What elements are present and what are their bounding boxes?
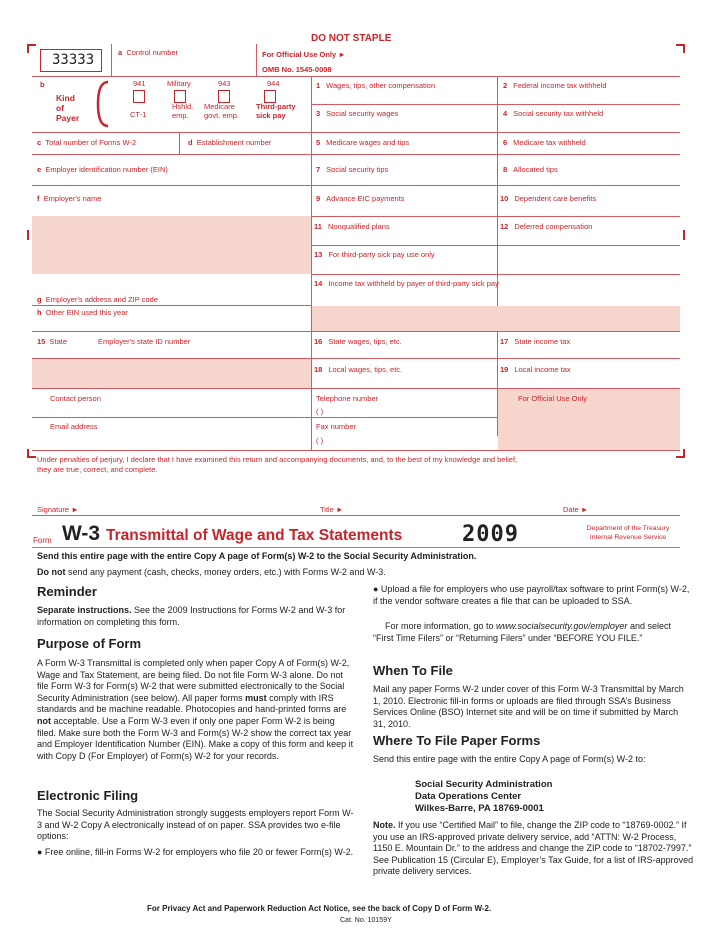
kind-label-military: Military: [167, 79, 191, 88]
corner-mark: [676, 230, 685, 240]
send-line: Send this entire page with the entire Copy A page of Form(s) W-2 to the Social Security Administration.: [37, 551, 477, 561]
box-c-label: c Total number of Forms W-2: [37, 138, 137, 147]
control-number-label: a Control number: [118, 48, 179, 57]
kind-label-943: 943: [218, 79, 231, 88]
shaded-area: [32, 216, 311, 274]
fax-paren: ( ): [316, 436, 324, 445]
dept-line-2: Internal Revenue Service: [589, 534, 667, 541]
email-label: Email address: [50, 422, 98, 431]
efile-text: [37, 808, 355, 862]
mailing-address: Social Security Administration Data Operations Center Wilkes-Barre, PA 18769-0001: [415, 779, 553, 814]
box-d-label: d Establishment number: [188, 138, 272, 147]
kind-of-payer-label: Kind of Payer: [56, 93, 80, 123]
box-13-label: 13 For third-party sick pay use only: [314, 250, 435, 259]
box-b-letter: b: [40, 80, 45, 89]
form-title: Transmittal of Wage and Tax Statements: [106, 527, 403, 544]
where-heading: Where To File Paper Forms: [373, 733, 541, 748]
reminder-heading: Reminder: [37, 584, 97, 599]
kind-label-medicare: Medicare govt. emp.: [204, 102, 240, 120]
box-1-label: 1 Wages, tips, other compensation: [316, 81, 436, 90]
box-12-label: 12 Deferred compensation: [500, 222, 593, 231]
official-use-label-2: For Official Use Only: [518, 394, 588, 403]
box-2-label: 2 Federal income tax withheld: [503, 81, 607, 90]
signature-label: Signature ►: [37, 505, 79, 514]
box-18-label: 18 Local wages, tips, etc.: [314, 365, 403, 374]
box-11-label: 11 Nonqualified plans: [314, 222, 390, 231]
efile-para-1: The Social Security Administration strongly suggests employers report Form W-3 and W-2 Copy A electronically instead of on paper. SSA provides two e-file options:: [37, 808, 354, 842]
box-h-label: h Other EIN used this year: [37, 308, 128, 317]
box-9-label: 9 Advance EIC payments: [316, 194, 405, 203]
catalog-number: Cat. No. 10159Y: [340, 917, 392, 924]
fax-label: Fax number: [316, 422, 357, 431]
official-use-label: For Official Use Only ►: [262, 50, 346, 59]
bracket-icon: [96, 80, 114, 128]
box-g-label: g Employer's address and ZIP code: [37, 295, 158, 304]
box-7-label: 7 Social security tips: [316, 165, 389, 174]
box-f-label: f Employer's name: [37, 194, 102, 203]
do-not-line: Do not send any payment (cash, checks, money orders, etc.) with Forms W-2 and W-3.: [37, 567, 386, 577]
dept-line-1: Department of the Treasury: [586, 525, 670, 532]
reminder-text: Separate instructions. See the 2009 Instructions for Forms W-2 and W-3 for information on completing this form.: [37, 605, 346, 627]
perjury-line-1: Under penalties of perjury, I declare that I have examined this return and accompanying documents, and, to the best of my knowledge and belief,: [37, 455, 518, 464]
title-label: Title ►: [320, 505, 344, 514]
when-text: Mail any paper Forms W-2 under cover of this Form W-3 Transmittal by March 1, 2010. Electronic fill-in forms or uploads are filed through SSA’s Business Services Online (BSO) Internet site and will be on time if submitted by March 31, 2010.: [373, 684, 684, 729]
box-15-state-id-label: Employer's state ID number: [98, 337, 191, 346]
telephone-paren: ( ): [316, 407, 324, 416]
box-4-label: 4 Social security tax withheld: [503, 109, 604, 118]
kind-label-hshld: Hshld. emp.: [172, 102, 194, 120]
privacy-notice: For Privacy Act and Paperwork Reduction Act Notice, see the back of Copy D of Form W-2.: [147, 904, 492, 913]
purpose-text: A Form W-3 Transmittal is completed only when paper Copy A of Form(s) W-2, Wage and Tax Statement, are being filed. Do not file Form W-3 alone. Do not file Form W-3 for Form(s) W-2 that were submitted electronically to the Social Security Administration (see below). All paper forms must comply with IRS standards and be machine readable. Photocopies and hand-printed forms are not acceptable. Use a Form W-3 even if only one paper Form W-2 is being filed. Make sure both the Form W-3 and Form(s) W-2 show the correct tax year and Employer Identification Number (EIN). Make a copy of this form and keep it with Copy D (For Employer) of Form(s) W-2 for your records.: [37, 658, 354, 761]
form-number: W-3: [62, 522, 101, 545]
box-17-label: 17 State income tax: [500, 337, 571, 346]
purpose-heading: Purpose of Form: [37, 636, 142, 651]
note-text: Note. If you use “Certified Mail” to file, change the ZIP code to “18769-0002.” If you use an IRS-approved private delivery service, add “ATTN: W-2 Process, 1150 E. Mountain Dr.” to the address and change the ZIP code to “18702-7997.” See Publication 15 (Circular E), Employer’s Tax Guide, for a list of IRS-approved private delivery services.: [373, 820, 694, 877]
kind-label-ct1: CT-1: [130, 110, 147, 119]
perjury-line-2: they are true, correct, and complete.: [37, 465, 158, 474]
form-code: 33333: [52, 52, 95, 68]
box-e-label: e Employer identification number (EIN): [37, 165, 168, 174]
form-word: Form: [33, 536, 52, 545]
corner-mark: [27, 44, 36, 53]
upload-bullet: ● Upload a file for employers who use payroll/tax software to print Form(s) W-2, if the vendor software creates a file that can be uploaded to SSA.: [373, 584, 690, 606]
shaded-area: [312, 306, 680, 331]
when-heading: When To File: [373, 663, 453, 678]
box-10-label: 10 Dependent care benefits: [500, 194, 597, 203]
box-15-label: 15 State: [37, 337, 68, 346]
box-5-label: 5 Medicare wages and tips: [316, 138, 410, 147]
box-8-label: 8 Allocated tips: [503, 165, 558, 174]
more-info-text: For more information, go to www.socialsecurity.gov/employer and select “First Time Filers” or “Returning Filers” under “BEFORE YOU FILE.”: [373, 621, 671, 643]
where-text: Send this entire page with the entire Copy A page of Form(s) W-2 to:: [373, 754, 646, 764]
kind-label-third-party: Third-party sick pay: [256, 102, 296, 120]
checkbox-941[interactable]: [133, 90, 145, 103]
corner-mark: [676, 44, 685, 53]
omb-number: OMB No. 1545-0008: [262, 65, 332, 74]
shaded-area: [32, 359, 311, 388]
efile-para-2: ● Free online, fill-in Forms W-2 for employers who file 20 or fewer Form(s) W-2.: [37, 846, 354, 857]
kind-label-941: 941: [133, 79, 146, 88]
box-14-label: 14 Income tax withheld by payer of third-party sick pay: [314, 279, 499, 288]
box-16-label: 16 State wages, tips, etc.: [314, 337, 402, 346]
do-not-staple: DO NOT STAPLE: [311, 33, 392, 44]
form-year: 2009: [462, 522, 519, 547]
date-label: Date ►: [563, 505, 589, 514]
telephone-label: Telephone number: [316, 394, 379, 403]
box-3-label: 3 Social security wages: [316, 109, 399, 118]
contact-person-label: Contact person: [50, 394, 101, 403]
kind-label-944: 944: [267, 79, 280, 88]
efile-heading: Electronic Filing: [37, 788, 139, 803]
box-19-label: 19 Local income tax: [500, 365, 571, 374]
box-6-label: 6 Medicare tax withheld: [503, 138, 586, 147]
